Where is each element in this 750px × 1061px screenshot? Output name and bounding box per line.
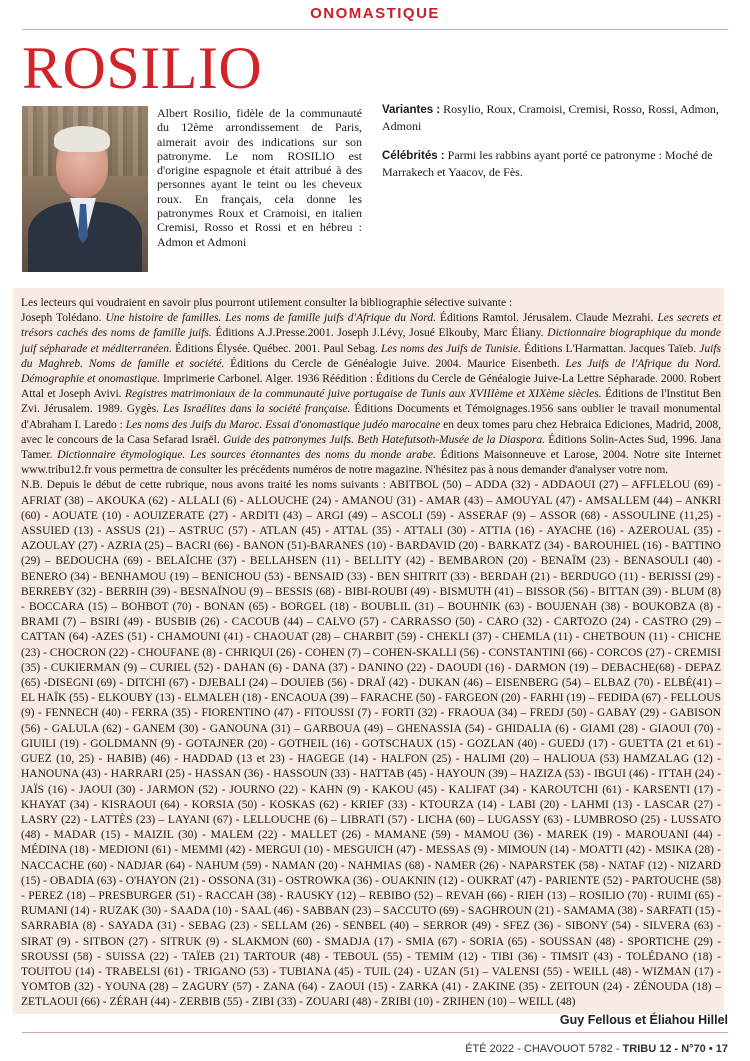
reference-title: Juifs du Maghreb. Noms de famille et société. — [21, 342, 722, 370]
reference-text: Éditions Maisonneuve et Larose, 2004. Notre site Internet www.tribu12.fr vous permettra de consulter les précédents numéros de notre magazine. N'hésitez pas à nous demander d'analyser votre nom. — [21, 449, 721, 477]
reference-text: Imprimerie Carbonel. Alger. 1936 Réédition : Éditions du Cercle de Généalogie Juive-La Lettre Sépharade. 2000. Robert Attal et Joseph Avivi. — [21, 373, 721, 401]
reference-text: Éditions Documents et Témoignages.1956 sans oublier le travail monumental d'Abraham I. Laredo : — [21, 403, 721, 431]
footer-issue: ÉTÉ 2022 - CHAVOUOT 5782 - — [465, 1043, 623, 1055]
reference-text: Joseph Tolédano. — [21, 312, 106, 325]
variants-text: Rosylio, Roux, Cramoisi, Cremisi, Rosso, Rossi, Admon, Admoni — [382, 102, 719, 133]
bibliography-intro: Les lecteurs qui voudraient en savoir plus pourront utilement consulter la bibliographie sélective suivante : — [21, 297, 513, 309]
reference-title: Les noms des Juifs de Tunisie. — [381, 342, 521, 355]
reference-title: Les Israélites dans la société française. — [163, 403, 351, 416]
reference-text: Éditions de l'Institut Ben Zvi. Jérusalem. 1989. Gygès. — [21, 388, 721, 416]
reference-text: Éditions Élysée. Québec. 2001. Paul Sebag. — [171, 342, 381, 355]
reference-text: Éditions Ramtol. Jérusalem. Claude Mezrahi. — [435, 312, 658, 325]
reference-title: Guide des patronymes Juifs. Beth Hatefutsoth-Musée de la Diaspora. — [222, 433, 545, 446]
reference-text: Éditions du Cercle de Généalogie Juive. 2004. Maurice Eisenbeth. — [224, 357, 566, 370]
intro-paragraph: Albert Rosilio, fidèle de la communauté du 12ème arrondissement de Paris, aimerait avoir des indications sur son patronyme. Le nom ROSILIO est d'origine espagnole et était attribué à des personnes ayant le teint ou les cheveux roux. En français, cela donne les patronymes Roux et Cramoisi, en italien Cremisi, Rosso et Rossi et en hébreu : Admon et Admoni — [157, 106, 362, 249]
author-signature: Guy Fellous et Éliahou Hillel — [559, 1013, 728, 1027]
section-label: ONOMASTIQUE — [310, 5, 440, 22]
bibliography-references — [21, 311, 721, 478]
reference-text: Éditions Solin-Actes Sud, 1996. Jana Tamer. — [21, 433, 721, 462]
portrait-photo — [22, 106, 148, 272]
bibliography-text — [21, 296, 721, 1011]
reference-title: Registres matrimoniaux de la communauté juive portugaise de Tunis aux XVIIIème et XIXème siècles. — [125, 388, 602, 401]
reference-title: Une histoire de familles. Les noms de famille juifs d'Afrique du Nord. — [105, 312, 436, 325]
footer-brand: TRIBU 12 - N°70 • 17 — [622, 1043, 728, 1055]
reference-title: Les noms des Juifs du Maroc. Essai d'onomastique judéo marocaine — [125, 418, 441, 431]
top-divider — [22, 29, 728, 30]
celebrities-block — [382, 148, 732, 180]
reference-text: Éditions L'Harmattan. Jacques Taïeb. — [520, 342, 700, 355]
reference-title: Dictionnaire biographique du monde juif sépharade et méditerranéen. — [21, 327, 721, 355]
variants-block — [382, 102, 732, 134]
bottom-divider — [22, 1032, 728, 1033]
hair-shape — [54, 126, 110, 152]
names-list: N.B. Depuis le début de cette rubrique, nous avons traité les noms suivants : ABITBOL (50) – ADDA (32) - ADDAOUI (27) – AFFLELOU (69) - AFRIAT (38) – AKOUKA (62) - ALLALI (6) - ALLOUCHE (24) - AMANOU (31) - AMAR (43) – AMOUYAL (47) - AMSALLEM (44) – ANKRI (60) - AOUATE (10) - AOUIZERATE (27) - ARDITI (43) – ARGI (49) – ASCOLI (59) - ASSERAF (9) – ASSOR (68) - ASSOULINE (11,25) - ASSUIED (13) - ASSUS (21) – ASTRUC (57) - ATLAN (45) - ATTAL (35) - ATTALI (30) - ATTIA (16) - AYACHE (16) - AZEROUAL (35) - AZOULAY (27) - AZRIA (25) – BACRI (66) - BANON (51)-BARANES (10) - BARDAVID (20) - BARKATZ (34) - BAROUHIEL (16) - BATTINO (29) – BEDOUCHA (69) - BELAÏCHE (37) - BELLAHSEN (11) - BELLITY (42) - BEMBARON (20) - BENAÏM (23) - BENASOULI (40) - BENERO (34) - BENHAMOU (19) – BENICHOU (53) - BENSAID (33) - BEN SHITRIT (33) - BERDAH (21) - BERDUGO (11) - BERISSI (29) - BERREBY (32) - BERRIH (39) - BESNAÏNOU (9) – BESSIS (68) - BIBI-ROUBI (49) - BISMUTH (41) – BISSOR (56) - BITTAN (39) - BLUM (8) - BOCCARA (15) – BOHBOT (70) - BONAN (65) - BORGEL (18) - BOUBLIL (31) – BOUHNIK (63) - BOUJENAH (38) - BOUKOBZA (8) - BRAMI (7) – BSIRI (49) - BUSBIB (26) - CACOUB (44) – CALVO (57) - CARRASSO (50) - CARO (32) - CARTOZO (24) - CASTRO (29) – CATTAN (64) -AZES (51) - CHAMOUNI (41) - CHAOUAT (28) – CHARBIT (59) - CHEKLI (37) - CHEMLA (11) - CHETBOUN (11) - CHICHE (23) - CHOCRON (22) - CHOUFANE (8) - CHRIQUI (26) - COHEN (7) – COHEN-SKALLI (56) - CONSTANTINI (66) - CORCOS (27) - CREMISI (35) - CUKIERMAN (9) – CURIEL (52) - DAHAN (6) - DANA (37) - DANINO (22) - DAOUDI (16) - DARMON (19) – DEBACHE(68) - DEPAZ (65) -DISEGNI (69) - DITCHI (67) - DJEBALI (24) – DOUIEB (56) - DRAÏ (42) - DUKAN (46) – EISENBERG (54) – ELBAZ (70) - ELBÉ(41) – EL HAÏK (55) - ELKOUBY (13) - ELMALEH (18) - ENCAOUA (39) – FARACHE (50) - FARGEON (20) - FARHI (19) – FEDIDA (67) - FELLOUS (9) - FENNECH (40) - FERRA (35) - FIORENTINO (47) - FITOUSSI (7) - FORTI (32) - FRAOUA (34) – FREDJ (50) - GABAY (29) - GABISON (56) - GALULA (62) - GANEM (30) - GANOUNA (31) – GARBOUA (49) – GHENASSIA (54) - GHIDALIA (6) - GIAMI (28) - GIAOUI (70) - GIUILI (19) - GOLDMANN (9) - GOTAJNER (20) - GOTHEIL (16) - GOTSCHAUX (15) - GOZLAN (40) - GUEDJ (17) - GUETTA (21 et 61) - GUEZ (10, 25) - HABIB) (46) - HADDAD (13 et 23) - HAGEGE (14) - HALFON (25) - HALIMI (20) – HALIOUA (53) HAMZALAG (12) - HANOUNA (43) - HARRARI (25) - HASSAN (36) - HASSOUN (33) - HATTAB (45) - HAYOUN (39) – HAZIZA (53) - IBGUI (46) - ITTAH (24) - JAÏS (16) - JAOUI (30) - JARMON (52) - JOURNO (22) - KAHN (9) - KAKOU (45) - KALIFAT (34) - KAROUTCHI (61) - KARSENTI (17) - KHAYAT (34) - KISRAOUI (64) - KORSIA (50) - KOSKAS (62) - KRIEF (33) - KTOURZA (14) - LABI (20) - LAHMI (13) - LASCAR (27) - LASRY (22) - LATTÈS (23) – LAYANI (67) - LELLOUCHE (6) – LIBRATI (57) - LICHA (60) – LUGASSY (63) - LUMBROSO (25) - LUSSATO (48) - MADAR (15) - MAIZIL (30) - MALEM (22) - MALLET (26) - MAMANE (59) - MAMOU (36) - MAREK (19) - MAROUANI (44) - MÉDINA (18) - MEDIONI (61) - MEMMI (42) - MERGUI (10) - MESGUICH (47) - MESSAS (9) - MIMOUN (14) - MOATTI (42) - MSIKA (28) - NACCACHE (60) - NADJAR (64) - NAHUM (59) - NAMAN (20) - NAHMIAS (68) - NAMER (26) - NAPARSTEK (58) - NATAF (12) - NIZARD (15) - OBADIA (63) - O'HAYON (21) - OSSONA (31) - OSTROWKA (36) - OUAKNIN (12) - OUKRAT (47) - PARIENTE (52) - PARTOUCHE (58) - PEREZ (18) – PRESBURGER (51) - RACCAH (38) - RAUSKY (12) – REBIBO (52) – REVAH (66) - RIEH (13) – ROSILIO (70) - RUIMI (65) - RUMANI (14) - RUZAK (30) - SAADA (10) - SAAL (46) - SABBAN (23) – SACCUTO (69) - SAGHROUN (21) - SAMAMA (38) - SARFATI (15) - SARRABIA (8) - SAYADA (31) - SEBAG (23) - SELLAM (26) - SENBEL (40) – SERROR (49) - SFEZ (36) - SIBONY (54) - SILVERA (63) - SIRAT (9) - SITBON (27) - SITRUK (9) - SLAKMON (60) - SMADJA (17) - SMIA (67) - SORIA (65) - SOUSSAN (48) - SPORTICHE (29) - SROUSSI (58) - SUISSA (22) - TAÏEB (21) TARTOUR (48) - TEBOUL (55) - TEMIM (12) - TIBI (36) - TIMSIT (43) - TOLÉDANO (18) - TOUITOU (14) - TRABELSI (61) - TRIGANO (53) - TUBIANA (45) - TUIL (24) - UZAN (51) – VALENSI (55) - WEILL (48) - WIZMAN (17) - YOMTOB (32) - YOUNA (28) – ZAGURY (57) - ZANA (64) - ZAOUI (15) - ZARKA (41) - ZAKINE (35) - ZEITOUN (24) - ZÉNOUDA (18) – ZETLAOUI (66) - ZÉRAH (44) - ZERBIB (55) - ZIBI (33) - ZOUARI (48) - ZRIBI (10) - ZRIHEN (10) – WEILL (48) — [21, 479, 721, 1009]
variants-label: Variantes : — [382, 104, 441, 116]
reference-text: Éditions A.J.Presse.2001. Joseph J.Lévy, Josué Elkouby, Marc Éliany. — [211, 327, 548, 340]
celebrities-label: Célébrités : — [382, 150, 445, 162]
reference-title: Dictionnaire étymologique. Les sources étonnantes des noms du monde arabe. — [57, 449, 436, 462]
celebrities-text: Parmi les rabbins ayant porté ce patronyme : Moché de Marrakech et Yaacov, de Fès. — [382, 148, 713, 179]
reference-title: Les secrets et trésors cachés des noms de famille juifs. — [21, 312, 721, 340]
page-footer — [465, 1043, 728, 1055]
reference-text: en deux tomes paru chez Hebraica Ediciones, Madrid, 2008, avec le concours de la Casa Sefarad Israël. — [21, 418, 722, 446]
reference-title: Les Juifs de l'Afrique du Nord. Démographie et onomastique. — [21, 357, 721, 386]
page-title: ROSILIO — [22, 35, 263, 101]
